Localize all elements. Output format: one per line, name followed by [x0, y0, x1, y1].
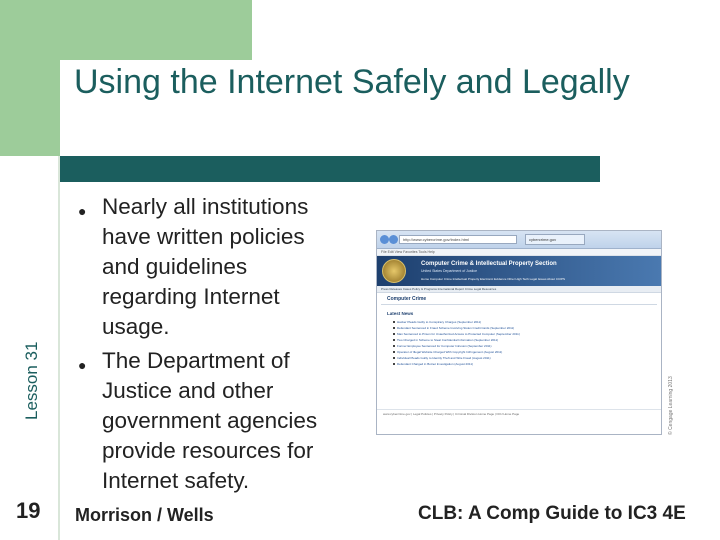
bullet-dot-icon: ●: [78, 357, 87, 373]
site-subtitle: United States Department of Justice: [421, 269, 478, 273]
bullet-list: [72, 192, 347, 500]
lesson-label: Lesson 31: [22, 341, 41, 420]
browser-tab: cybercrime.gov: [525, 234, 585, 245]
bullet-dot-icon: ●: [78, 203, 87, 219]
news-item: Former Employee Sentenced for Computer Intrusion (September 2011): [377, 343, 661, 349]
left-divider: [58, 156, 60, 540]
news-item: Two Charged in Scheme to Steal Confidential Information (September 2011): [377, 337, 661, 343]
page-number: 19: [16, 498, 41, 523]
section-heading: Computer Crime: [381, 293, 657, 305]
image-credit: © Cengage Learning 2013: [668, 376, 674, 435]
bullet-item: [72, 192, 347, 342]
slide-title: Using the Internet Safely and Legally: [74, 63, 630, 101]
forward-arrow-icon: [389, 235, 398, 244]
title-underline-bar: [60, 156, 600, 182]
browser-menu: File Edit View Favorites Tools Help: [377, 249, 661, 256]
doj-seal-icon: [382, 259, 406, 283]
news-item: Man Sentenced to Prison for Unauthorized Access to Protected Computer (September 2011): [377, 331, 661, 337]
news-list: [377, 319, 661, 367]
footer-authors: Morrison / Wells: [75, 505, 214, 525]
browser-toolbar: [377, 231, 661, 249]
news-item: Individual Pleads Guilty to Identity Theft and Wire Fraud (August 2011): [377, 355, 661, 361]
news-item: Defendant Sentenced in Fraud Scheme Involving Stolen Credit Cards (September 2011): [377, 325, 661, 331]
site-title: Computer Crime & Intellectual Property Section: [421, 261, 557, 267]
back-arrow-icon: [380, 235, 389, 244]
news-item: Operator of Illegal Website Charged With Copyright Infringement (August 2011): [377, 349, 661, 355]
bullet-text: The Department of Justice and other government agencies provide resources for Internet safety.: [102, 348, 318, 493]
news-item: Hacker Pleads Guilty to Conspiracy Charges (September 2011): [377, 319, 661, 325]
site-subnav: Press Releases Cases Policy & Programs International Report Crime Legal Resources: [377, 286, 661, 293]
news-item: Defendant Charged in Botnet Investigation (August 2011): [377, 361, 661, 367]
site-footer: www.cybercrime.gov | Legal Policies | Privacy Policy | Criminal Division Home Page | DOJ Home Page: [377, 409, 661, 416]
bullet-text: Nearly all institutions have written policies and guidelines regarding Internet usage.: [102, 194, 309, 339]
footer-book-title: CLB: A Comp Guide to IC3 4E: [418, 503, 686, 524]
bullet-item: [72, 346, 347, 496]
address-bar: http://www.cybercrime.gov/index.html: [399, 235, 517, 244]
site-header: [377, 256, 661, 286]
site-tabs: Home Computer Crime Intellectual Property Electronic Evidence Other High Tech Legal Issues About CCIPS: [421, 277, 566, 281]
news-heading: Latest News: [387, 311, 414, 316]
doj-website-screenshot: [376, 230, 662, 435]
